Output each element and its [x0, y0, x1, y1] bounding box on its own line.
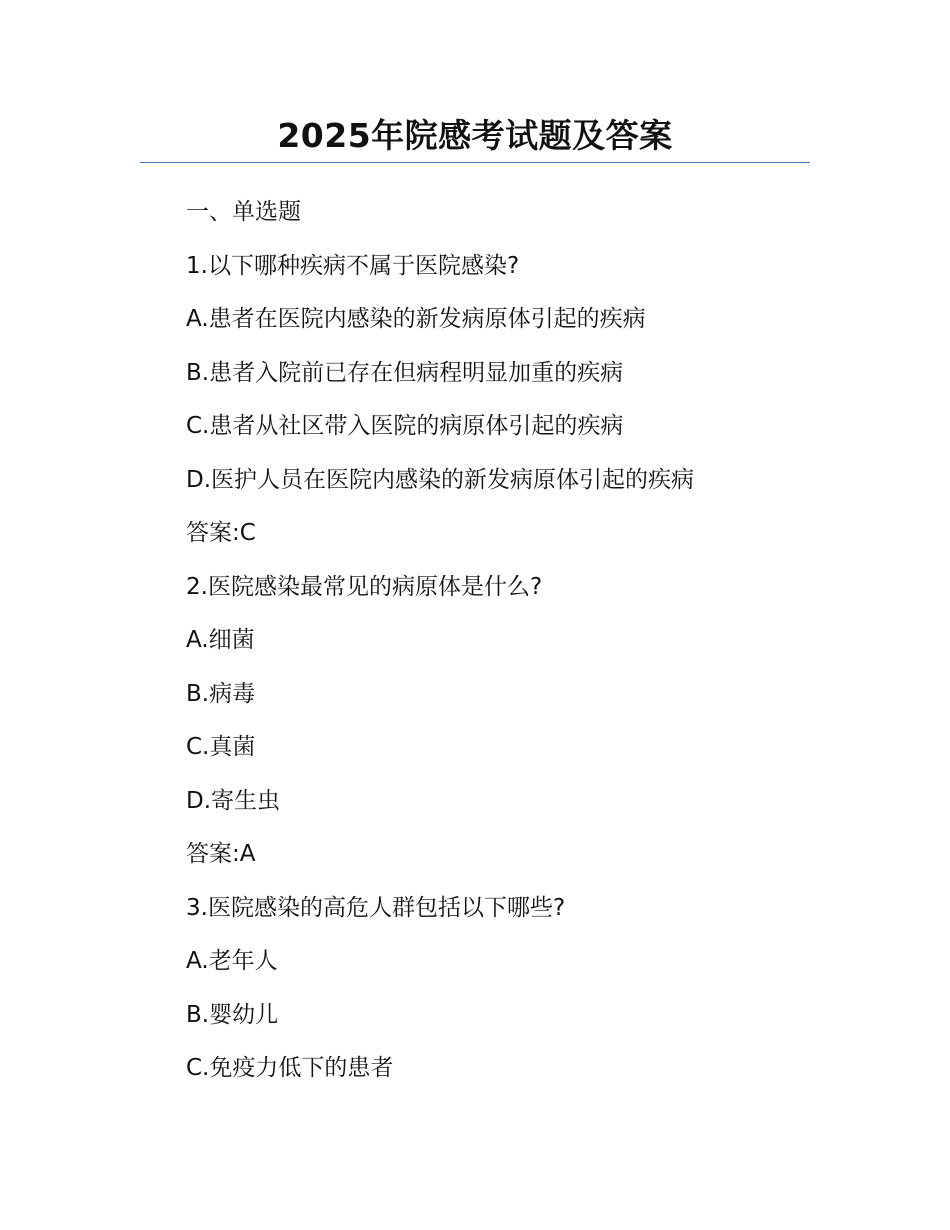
question-2-option-b: B.病毒	[186, 680, 256, 707]
question-3: 3.医院感染的高危人群包括以下哪些?	[186, 894, 566, 921]
question-2-option-d: D.寄生虫	[186, 787, 281, 814]
question-1-option-a: A.患者在医院内感染的新发病原体引起的疾病	[186, 306, 646, 332]
question-1-option-b: B.患者入院前已存在但病程明显加重的疾病	[186, 359, 624, 386]
question-1: 1.以下哪种疾病不属于医院感染?	[186, 252, 520, 279]
question-2-option-c: C.真菌	[186, 734, 256, 760]
question-2-option-a: A.细菌	[186, 627, 255, 653]
title-underline	[140, 162, 810, 163]
question-3-option-a: A.老年人	[186, 948, 278, 974]
question-2: 2.医院感染最常见的病原体是什么?	[186, 573, 543, 600]
question-1-option-d: D.医护人员在医院内感染的新发病原体引起的疾病	[186, 466, 695, 493]
section-heading: 一、单选题	[186, 199, 301, 225]
document-title: 2025年院感考试题及答案	[277, 116, 673, 155]
question-3-option-c: C.免疫力低下的患者	[186, 1055, 394, 1081]
question-3-option-b: B.婴幼儿	[186, 1001, 279, 1028]
question-2-answer: 答案:A	[186, 841, 256, 867]
question-1-option-c: C.患者从社区带入医院的病原体引起的疾病	[186, 413, 624, 439]
question-1-answer: 答案:C	[186, 520, 256, 546]
document-body	[186, 192, 806, 1102]
